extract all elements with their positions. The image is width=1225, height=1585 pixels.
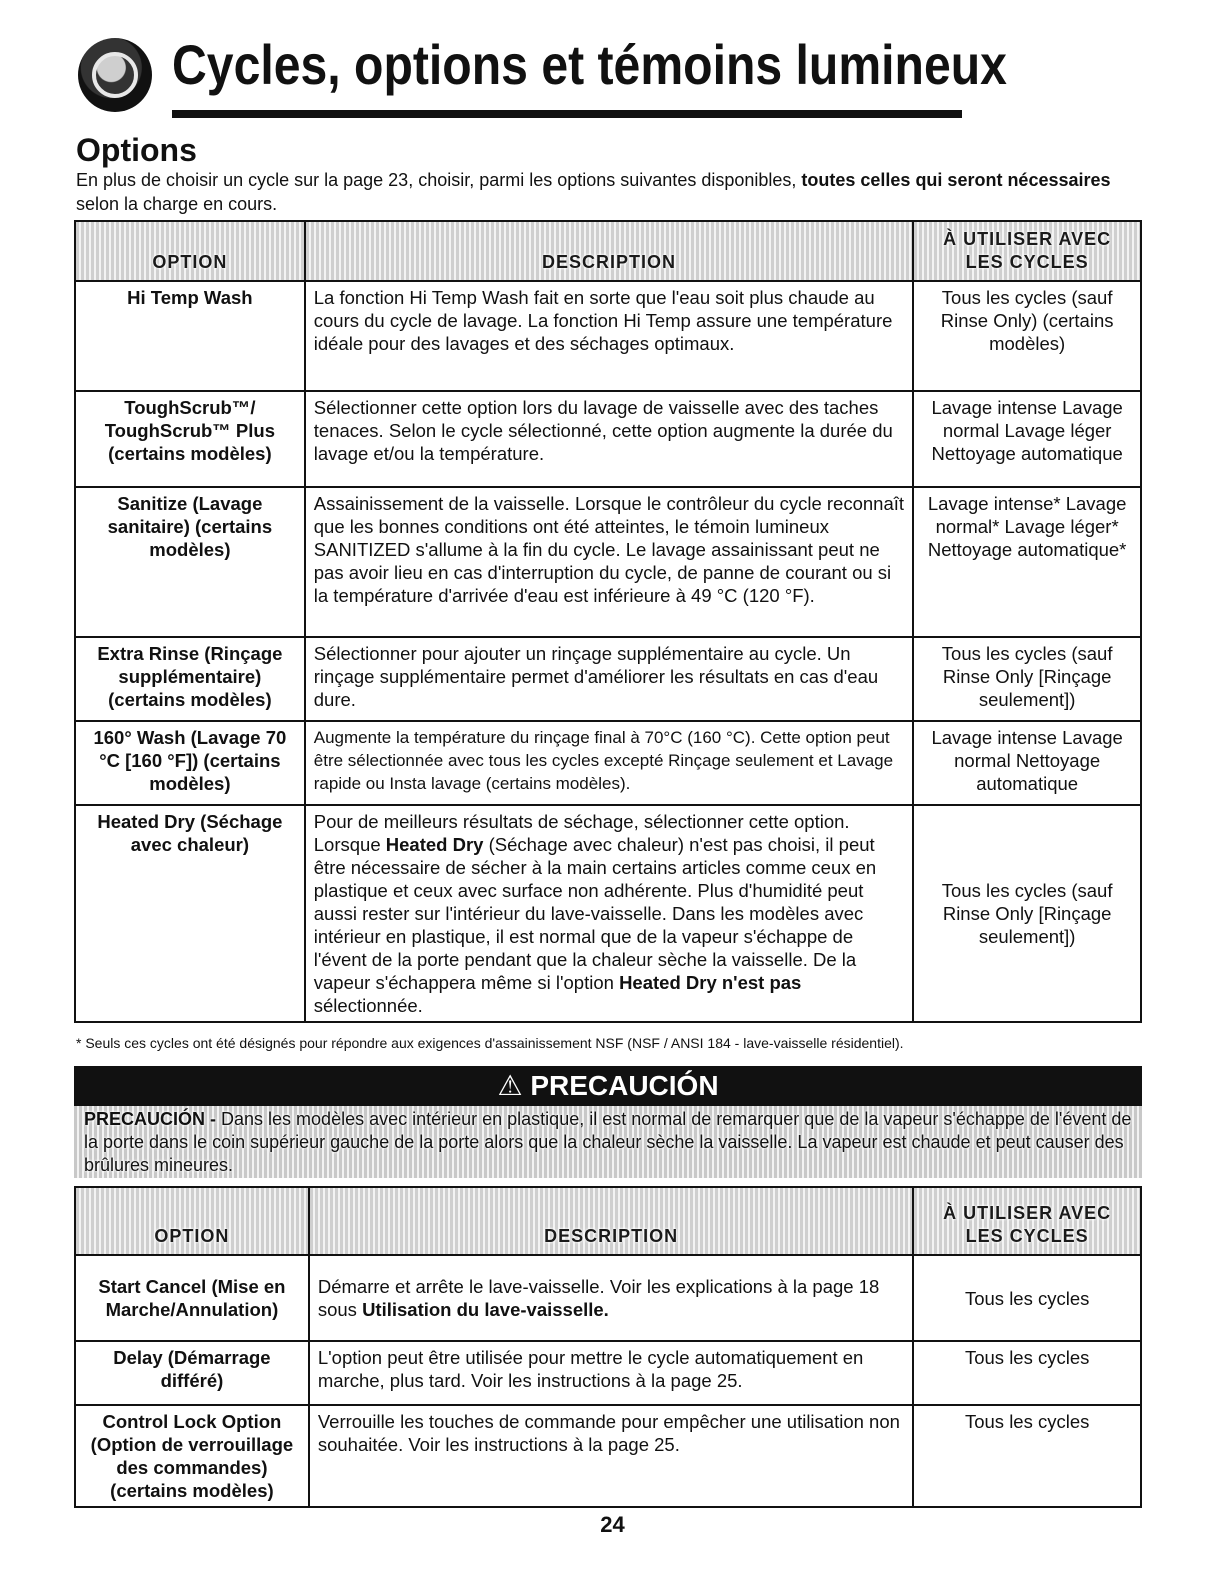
description-bold: Heated Dry n'est pas (619, 972, 802, 993)
table-row (75, 1255, 1141, 1341)
description-text: Démarre et arrête le lave-vaisselle. Voir les explications à la page 18 sous (317, 1276, 880, 1320)
table-row (75, 721, 1141, 805)
option-cycles: Lavage intense Lavage normal Nettoyage automatique (913, 721, 1141, 805)
option-name: Heated Dry (Séchage avec chaleur) (75, 805, 305, 1022)
table-row (75, 391, 1141, 487)
table-header-row (75, 221, 1141, 281)
header-option: OPTION (75, 1187, 309, 1255)
options-table (74, 220, 1142, 1023)
intro-text-bold: toutes celles qui seront nécessaires (801, 170, 1111, 190)
option-name: 160° Wash (Lavage 70 °C [160 °F]) (certains modèles) (75, 721, 305, 805)
option-name: Extra Rinse (Rinçage supplémentaire) (certains modèles) (75, 637, 305, 721)
option-description: La fonction Hi Temp Wash fait en sorte que l'eau soit plus chaude au cours du cycle de lavage. La fonction Hi Temp assure une température idéale pour des lavages et des séchages optimaux. (305, 281, 914, 391)
option-cycles: Tous les cycles (913, 1405, 1141, 1507)
table-row (75, 1341, 1141, 1405)
table-row (75, 805, 1141, 1022)
option-description: Verrouille les touches de commande pour empêcher une utilisation non souhaitée. Voir les instructions à la page 25. (309, 1405, 914, 1507)
header-description: DESCRIPTION (305, 221, 914, 281)
intro-text-b: selon la charge en cours. (76, 194, 278, 214)
option-description: Sélectionner cette option lors du lavage de vaisselle avec des taches tenaces. Selon le cycle sélectionné, cette option augmente la durée du lavage et/ou la température. (305, 391, 914, 487)
option-description: L'option peut être utilisée pour mettre le cycle automatiquement en marche, plus tard. Voir les instructions à la page 25. (309, 1341, 914, 1405)
option-name: Hi Temp Wash (75, 281, 305, 391)
table-header-row (75, 1187, 1141, 1255)
option-name: Start Cancel (Mise en Marche/Annulation) (75, 1255, 309, 1341)
page-number: 24 (600, 1512, 625, 1537)
option-name: Sanitize (Lavage sanitaire) (certains modèles) (75, 487, 305, 637)
title-rule (172, 110, 962, 118)
option-cycles: Tous les cycles (913, 1255, 1141, 1341)
caution-text (74, 1106, 1142, 1178)
caution-label: PRECAUCIÓN - (84, 1109, 222, 1129)
option-description: Sélectionner pour ajouter un rinçage supplémentaire au cycle. Un rinçage supplémentaire permet d'améliorer les résultats en cas d'eau dure. (305, 637, 914, 721)
header-description: DESCRIPTION (309, 1187, 914, 1255)
table-row (75, 281, 1141, 391)
table-row (75, 637, 1141, 721)
description-text: sélectionnée. (313, 995, 423, 1016)
option-description (305, 805, 914, 1022)
description-bold: Utilisation du lave-vaisselle. (362, 1299, 609, 1320)
option-cycles: Lavage intense* Lavage normal* Lavage léger* Nettoyage automatique* (913, 487, 1141, 637)
intro-text-a: En plus de choisir un cycle sur la page 23, choisir, parmi les options suivantes disponibles, (76, 170, 802, 190)
option-description (309, 1255, 914, 1341)
option-name: Delay (Démarrage différé) (75, 1341, 309, 1405)
table-row (75, 487, 1141, 637)
section-title: Options (76, 132, 197, 168)
page-title: Cycles, options et témoins lumineux (172, 33, 1007, 96)
description-text: Pour de meilleurs résultats de séchage, sélectionner cette option. Lorsque (313, 811, 850, 855)
option-cycles: Tous les cycles (sauf Rinse Only [Rinçage seulement]) (913, 805, 1141, 1022)
option-name: Control Lock Option (Option de verrouillage des commandes) (certains modèles) (75, 1405, 309, 1507)
footnote: * Seuls ces cycles ont été désignés pour répondre aux exigences d'assainissement NSF (NSF / ANSI 184 - lave-vaisselle résidentiel). (76, 1035, 904, 1051)
options-table-2 (74, 1186, 1142, 1508)
option-cycles: Lavage intense Lavage normal Lavage léger Nettoyage automatique (913, 391, 1141, 487)
header-cycles: À UTILISER AVEC LES CYCLES (913, 1187, 1141, 1255)
option-description: Augmente la température du rinçage final à 70°C (160 °C). Cette option peut être sélectionnée avec tous les cycles excepté Rinçage seulement et Lavage rapide ou Insta lavage (certains modèles). (305, 721, 914, 805)
header-option: OPTION (75, 221, 305, 281)
intro-paragraph (76, 168, 1146, 216)
caution-banner: ⚠ PRECAUCIÓN (74, 1066, 1142, 1106)
table-row (75, 1405, 1141, 1507)
description-bold: Heated Dry (385, 834, 484, 855)
option-cycles: Tous les cycles (sauf Rinse Only) (certains modèles) (913, 281, 1141, 391)
option-cycles: Tous les cycles (sauf Rinse Only [Rinçage seulement]) (913, 637, 1141, 721)
description-text: (Séchage avec chaleur) n'est pas choisi, il peut être nécessaire de sécher à la main certains articles comme ceux en plastique et ceux avec surface non adhérente. Plus d'humidité peut aussi rester sur l'intérieur du lave-vaisselle. Dans les modèles avec intérieur en plastique, il est normal que de la vapeur s'échappe de l'évent de la porte pendant que la chaleur sèche la vaisselle. De la vapeur s'échappera même si l'option (313, 834, 877, 993)
option-name: ToughScrub™/ ToughScrub™ Plus (certains modèles) (75, 391, 305, 487)
caution-body-text: Dans les modèles avec intérieur en plastique, il est normal de remarquer que de la vapeur s'échappe de l'évent de la porte dans le coin supérieur gauche de la porte alors que la chaleur sèche la vaisselle. La vapeur est chaude et peut causer des brûlures mineures. (84, 1109, 1132, 1175)
option-cycles: Tous les cycles (913, 1341, 1141, 1405)
dishwasher-dial-icon (78, 38, 152, 112)
option-description: Assainissement de la vaisselle. Lorsque le contrôleur du cycle reconnaît que les bonnes conditions ont été atteintes, le témoin lumineux SANITIZED s'allume à la fin du cycle. Le lavage assainissant peut ne pas avoir lieu en cas d'interruption du cycle, de panne de courant ou si la température d'arrivée d'eau est inférieure à 49 °C (120 °F). (305, 487, 914, 637)
header-cycles: À UTILISER AVEC LES CYCLES (913, 221, 1141, 281)
